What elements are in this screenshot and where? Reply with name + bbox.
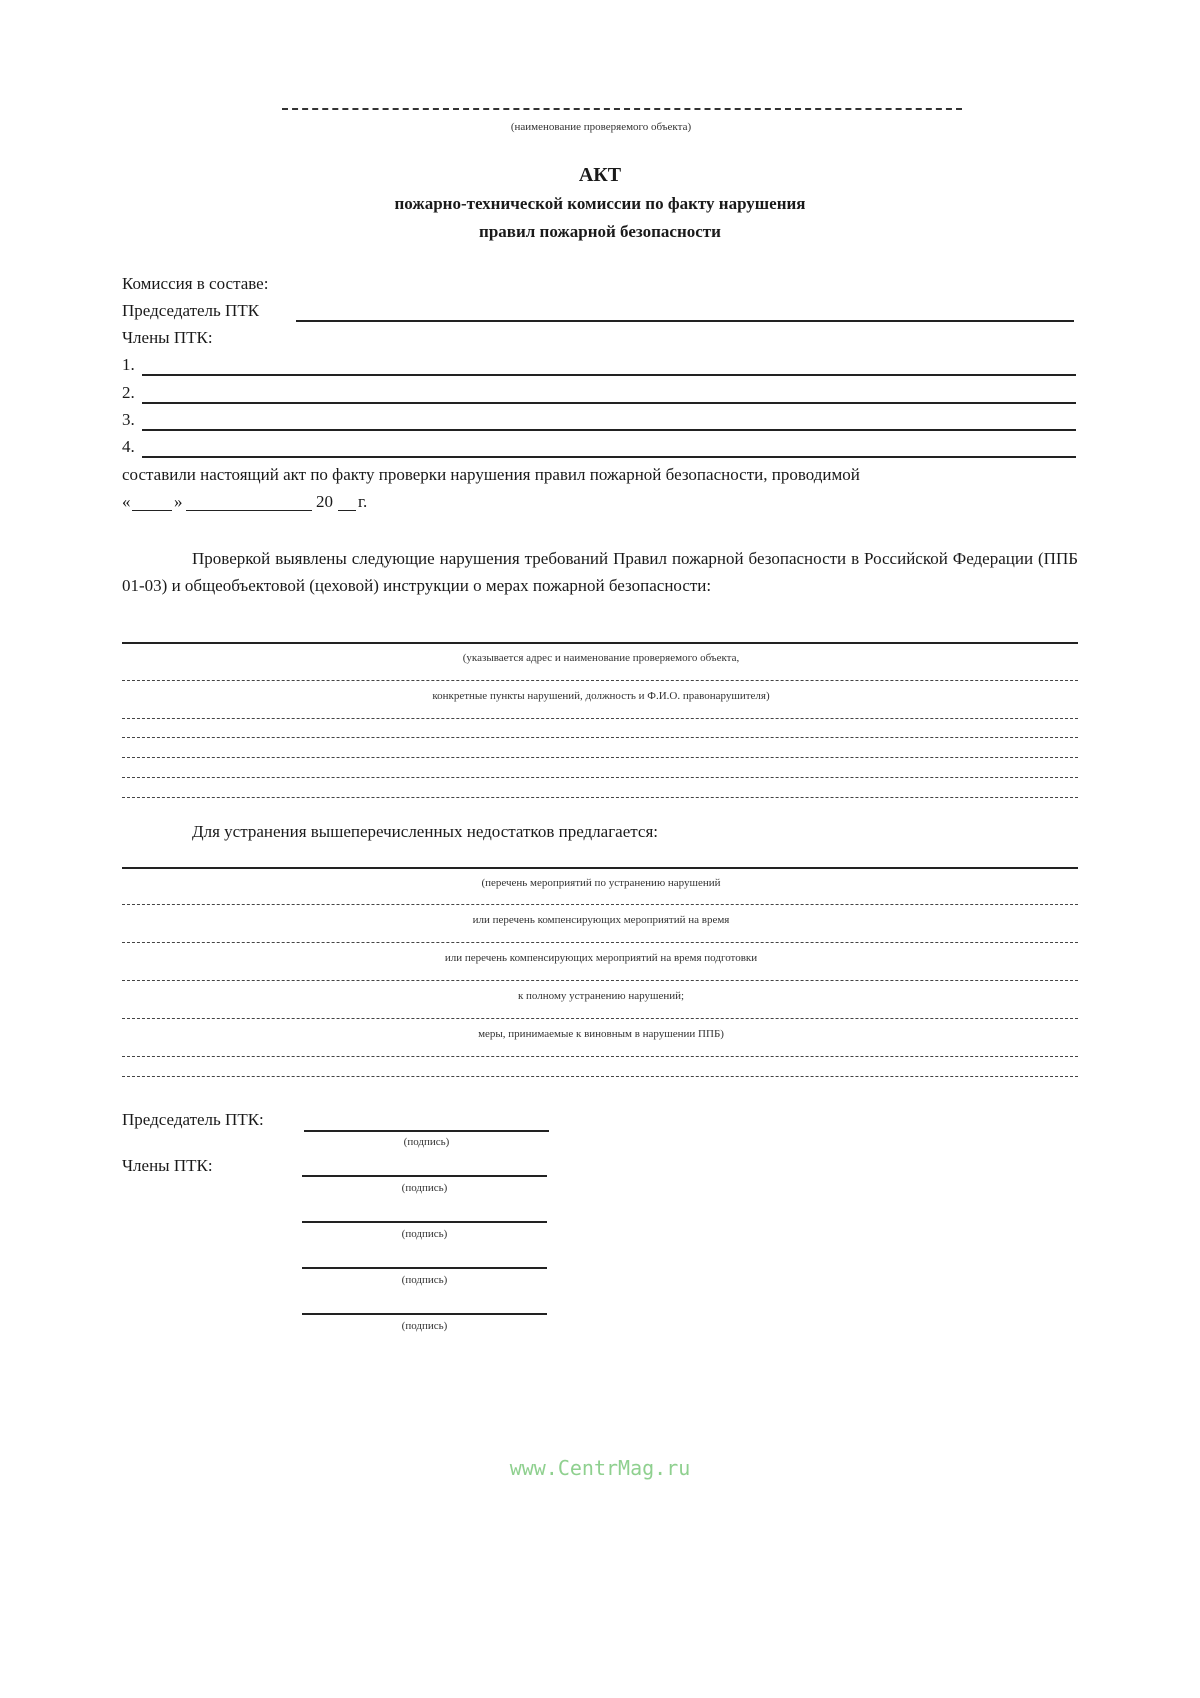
date-year-prefix: 20 [316,492,333,511]
violations-field-7 [122,797,1078,798]
violations-field-6 [122,777,1078,778]
member-field-3 [142,429,1076,431]
signature-member-line-4 [302,1313,547,1315]
site-watermark: www.CentrMag.ru [509,1456,691,1480]
violations-caption-2: конкретные пункты нарушений, должность и Ф.И.О. правонарушителя) [432,690,770,702]
signature-member-caption-2: (подпись) [401,1228,448,1240]
violations-field-3 [122,718,1078,719]
remedies-caption-4: к полному устранению нарушений; [517,990,685,1002]
signature-chairman-line [304,1130,549,1132]
signature-member-line-3 [302,1267,547,1269]
commission-intro: Комиссия в составе: [122,274,269,293]
act-title: АКТ [578,164,622,186]
signature-member-line-1 [302,1175,547,1177]
remedies-field-4 [122,980,1078,981]
member-number-4: 4. [122,437,135,456]
act-subtitle-line2: правил пожарной безопасности [479,222,721,241]
object-name-caption: (наименование проверяемого объекта) [510,121,692,133]
signature-member-line-2 [302,1221,547,1223]
member-number-3: 3. [122,410,135,429]
violations-field-4 [122,737,1078,738]
remedies-field-3 [122,942,1078,943]
chairman-label: Председатель ПТК [122,301,260,320]
violations-field-1 [122,642,1078,644]
remedies-caption-3: или перечень компенсирующих мероприятий на время подготовки [444,952,758,964]
remedies-field-6 [122,1056,1078,1057]
date-month-field [186,510,312,511]
violations-field-2 [122,680,1078,681]
violations-field-5 [122,757,1078,758]
member-field-2 [142,402,1076,404]
signature-members-label: Члены ПТК: [122,1156,213,1175]
signature-chairman-label: Председатель ПТК: [122,1110,264,1129]
date-day-field [132,510,172,511]
remedies-caption-1: (перечень мероприятий по устранению нарушений [481,877,721,889]
member-number-2: 2. [122,383,135,402]
act-subtitle-line1: пожарно-технической комиссии по факту нарушения [394,194,806,213]
date-open-quote: « [122,492,131,511]
remedies-caption-5: меры, принимаемые к виновным в нарушении ППБ) [478,1028,724,1040]
remedies-caption-2: или перечень компенсирующих мероприятий на время [472,914,730,926]
signature-chairman-caption: (подпись) [403,1136,450,1148]
violations-paragraph: Проверкой выявлены следующие нарушения требований Правил пожарной безопасности в Российской Федерации (ППБ 01-03) и общеобъектовой (цеховой) инструкции о мерах пожарной безопасности: [122,549,1078,595]
date-year-field [338,510,356,511]
date-year-suffix: г. [358,492,368,511]
remedies-field-5 [122,1018,1078,1019]
signature-member-caption-1: (подпись) [401,1182,448,1194]
member-number-1: 1. [122,355,135,374]
object-name-line [282,108,962,110]
signature-member-caption-3: (подпись) [401,1274,448,1286]
commission-statement: составили настоящий акт по факту проверки нарушения правил пожарной безопасности, проводимой [122,465,860,484]
date-close-quote: » [174,492,183,511]
chairman-field [296,320,1074,322]
remedies-field-1 [122,867,1078,869]
remedies-heading: Для устранения вышеперечисленных недостатков предлагается: [192,822,658,841]
violations-caption-1: (указывается адрес и наименование проверяемого объекта, [462,652,740,664]
member-field-4 [142,456,1076,458]
member-field-1 [142,374,1076,376]
remedies-field-2 [122,904,1078,905]
members-label: Члены ПТК: [122,328,213,347]
signature-member-caption-4: (подпись) [401,1320,448,1332]
remedies-field-7 [122,1076,1078,1077]
